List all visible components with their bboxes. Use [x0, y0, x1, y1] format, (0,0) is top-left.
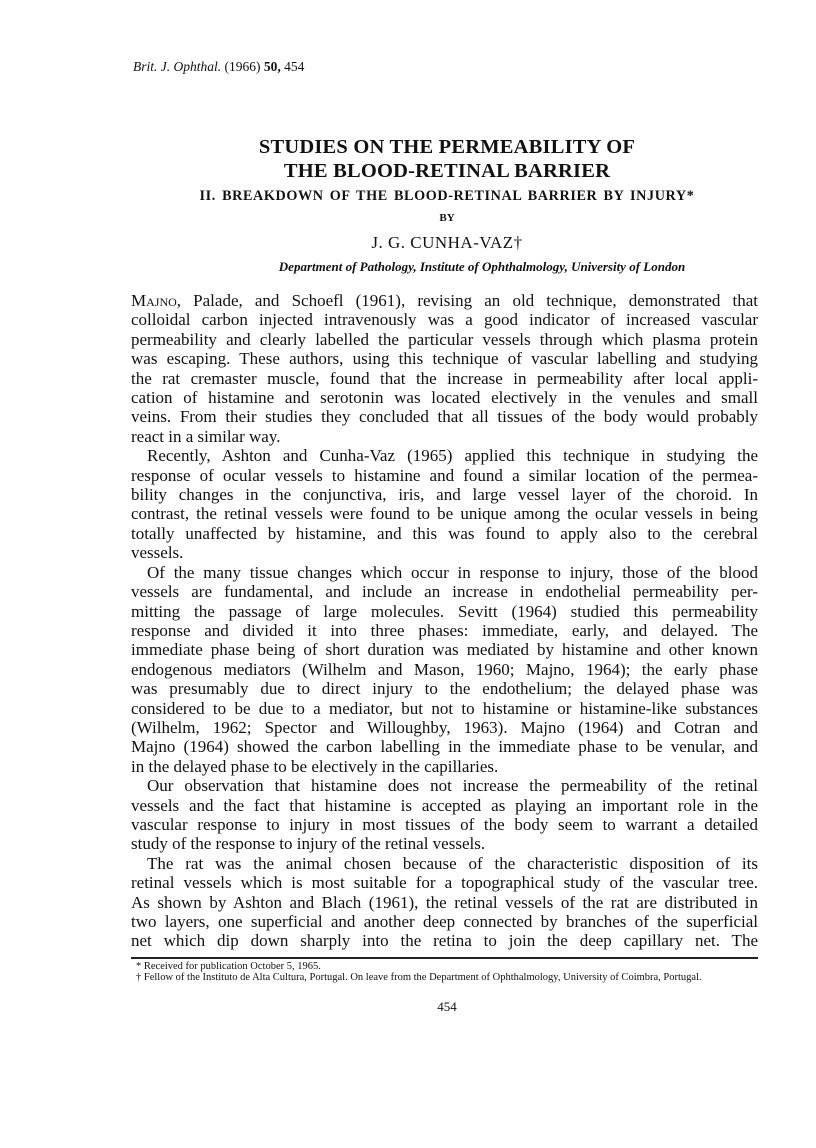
body-line: study of the response to injury of the retinal vessels. — [131, 834, 486, 854]
body-line: Recently, Ashton and Cunha-Vaz (1965) applied this technique in studying the — [147, 446, 758, 466]
body-line: endogenous mediators (Wilhelm and Mason, 1960; Majno, 1964); the early phase — [131, 659, 758, 679]
body-line: permeability and clearly labelled the particular vessels through which plasma protein — [131, 329, 758, 349]
footnote-1: * Received for publication October 5, 1965. — [136, 961, 321, 972]
body-line: considered to be due to a mediator, but not to histamine or histamine-like substances — [131, 698, 758, 718]
body-line: vascular response to injury in most tissues of the body seem to warrant a detailed — [131, 814, 758, 834]
body-line: retinal vessels which is most suitable for a topographical study of the vascular tree. — [131, 873, 758, 893]
title-line-2: THE BLOOD-RETINAL BARRIER — [283, 160, 611, 182]
body-line: vessels and the fact that histamine is accepted as playing an important role in the — [131, 795, 758, 815]
body-line: veins. From their studies they concluded that all tissues of the body would probably — [131, 407, 758, 427]
body-line: contrast, the retinal vessels were found to be unique among the ocular vessels in being — [131, 504, 758, 524]
body-text — [131, 291, 758, 951]
first-word: Majno — [131, 291, 177, 310]
body-line: was escaping. These authors, using this technique of vascular labelling and studying — [131, 349, 758, 369]
body-line — [131, 291, 758, 310]
body-line: the rat cremaster muscle, found that the increase in permeability after local appli- — [131, 368, 758, 388]
affiliation: Department of Pathology, Institute of Ophthalmology, University of London — [278, 259, 686, 274]
journal-volume: 50, — [263, 59, 281, 74]
body-line: was presumably due to direct injury to the endothelium; the delayed phase was — [131, 679, 758, 699]
title-line-1: STUDIES ON THE PERMEABILITY OF — [258, 136, 636, 158]
body-line: react in a similar way. — [131, 426, 281, 446]
body-line: Of the many tissue changes which occur in response to injury, those of the blood — [147, 562, 758, 582]
body-line: immediate phase being of short duration was mediated by histamine and other known — [131, 640, 758, 660]
body-line: cation of histamine and serotonin was located electively in the venules and small — [131, 388, 758, 408]
body-line: bility changes in the conjunctiva, iris, and large vessel layer of the choroid. In — [131, 485, 758, 505]
body-line: Majno (1964) showed the carbon labelling in the immediate phase to be venular, and — [131, 737, 758, 757]
journal-page: 454 — [284, 59, 305, 74]
body-line: Our observation that histamine does not increase the permeability of the retinal — [147, 776, 758, 796]
body-line: two layers, one superficial and another deep connected by branches of the superficial — [131, 912, 758, 931]
journal-citation — [133, 59, 304, 75]
body-line: mitting the passage of large molecules. Sevitt (1964) studied this permeability — [131, 601, 758, 621]
body-line: vessels. — [131, 543, 184, 563]
body-line: net which dip down sharply into the retina to join the deep capillary net. The — [131, 931, 758, 951]
body-line: totally unaffected by histamine, and this was found to apply also to the cerebral — [131, 523, 758, 543]
body-line: (Wilhelm, 1962; Spector and Willoughby, 1963). Majno (1964) and Cotran and — [131, 717, 758, 737]
body-line: colloidal carbon injected intravenously was a good indicator of increased vascular — [131, 310, 758, 330]
body-line: response and divided it into three phases: immediate, early, and delayed. The — [131, 620, 758, 640]
journal-year: (1966) — [224, 59, 261, 74]
page-number: 454 — [437, 999, 457, 1014]
body-line: As shown by Ashton and Blach (1961), the retinal vessels of the rat are distributed in — [131, 892, 758, 912]
by-label: BY — [439, 212, 455, 224]
body-line: vessels are fundamental, and include an increase in endothelial permeability per- — [131, 582, 758, 602]
body-line: in the delayed phase to be electively in the capillaries. — [131, 756, 499, 776]
author: J. G. CUNHA-VAZ† — [371, 233, 523, 252]
journal-name: Brit. J. Ophthal. — [133, 59, 222, 74]
footnote-2: † Fellow of the Instituto de Alta Cultura, Portugal. On leave from the Department of Ophthalmology, University of Coimbra, Portugal. — [136, 972, 702, 983]
body-line: response of ocular vessels to histamine and found a similar location of the permea- — [131, 465, 758, 485]
body-line: The rat was the animal chosen because of the characteristic disposition of its — [147, 853, 758, 873]
line-text: , Palade, and Schoefl (1961), revising an old technique, demonstrated that — [176, 291, 758, 310]
footnote-rule — [131, 957, 758, 959]
subtitle: II. BREAKDOWN OF THE BLOOD-RETINAL BARRIER BY INJURY* — [199, 188, 695, 204]
